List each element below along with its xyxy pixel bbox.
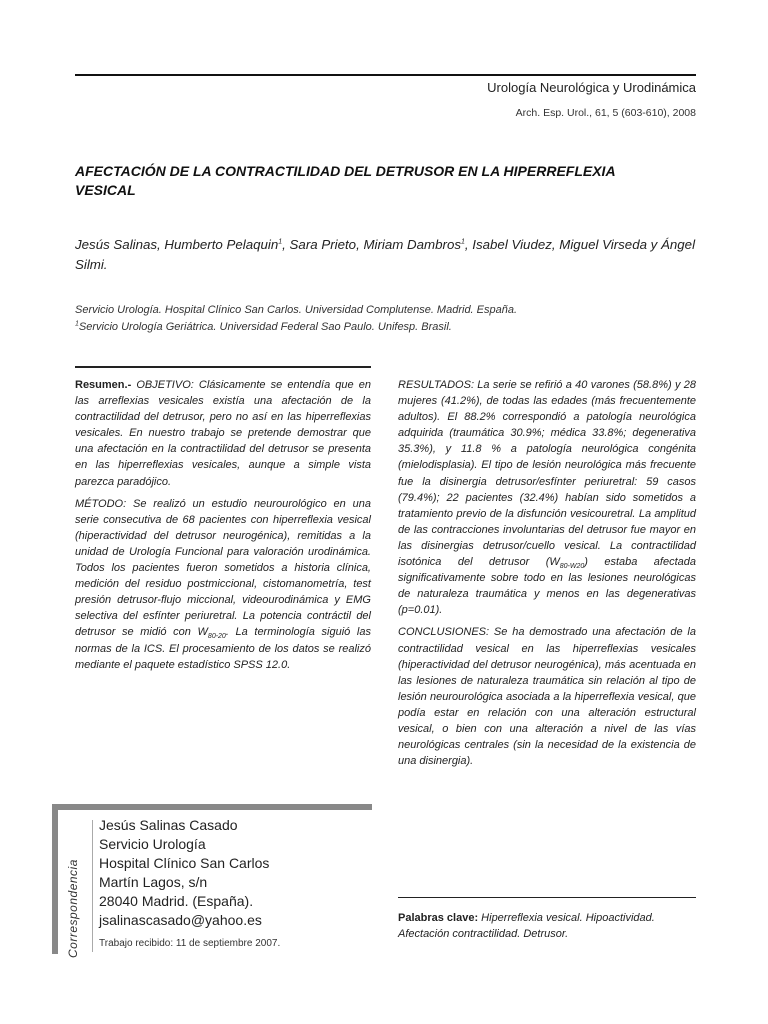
affiliation-line [75,319,700,336]
affiliation-marker: 1 [75,320,79,328]
corr-street: Martín Lagos, s/n [99,874,208,890]
metodo-text: MÉTODO: Se realizó un estudio neurourológico en una serie consecutiva de 68 pacientes con hiperreflexia vesical (hiperactividad del detrusor neurogénica), remitidas a la unidad de Urología Funcional para valoración urodinámica. Todos los pacientes fueron sometidos a historia clínica, medición del residuo postmiccional, cistomanometría, test presión detrusor-flujo miccional, videourodinámica y EMG selectiva del esfínter periuretral. La potencia contráctil del detrusor se midió con W [75,497,371,639]
metodo-subscript: 80-20 [207,633,226,641]
abstract-rule [75,366,371,368]
abstract-objetivo [75,377,371,490]
abstract-column-left [75,377,371,679]
authors-part-2: , Sara Prieto, Miriam Dambros [282,237,461,252]
resultados-text: RESULTADOS: La serie se refirió a 40 varones (58.8%) y 28 mujeres (41.2%), de todas las edades (más frecuentemente adultos). El 88.2% correspondió a patología neurológica adquirida (traumática 30.9%; médica 33.8%; degenerativa 35.3%), y 11.8 % a patología neurológica congénita (mielodisplasia). El tipo de lesión neurológica más frecuente fue la disinergia detrusor/esfínter periuretral: 59 casos (79.4%); 22 pacientes (32.4%) habían sido sometidos a tratamiento previo de la disfunción vesicouretral. La amplitud de las contracciones involuntarias del detrusor fue mayor en las disinergias detrusor/cuello vesical. La contractilidad isotónica del detrusor (W [398,379,696,569]
resumen-label: Resumen.- [75,379,132,391]
authors-part-3: , Isabel Viudez, Miguel Virseda y Ángel Silmi. [75,237,696,272]
abstract-conclusiones: CONCLUSIONES: Se ha demostrado una afectación de la contractilidad vesical en las hiperreflexias vesicales (hiperactividad del detrusor neurogénica), más acentuada en las lesiones de naturaleza traumática sin relación al tipo de lesión neurourológica asociada a la hiperreflexia vesical, que podía estar en relación con una alteración estructural vesical, o bien con una alteración a nivel de las vías neurológicas centrales (sin la necesidad de la existencia de una disinergia). [398,626,696,768]
corr-dept: Servicio Urología [99,836,206,852]
keywords [398,910,696,942]
correspondence-frame-top [52,804,372,810]
corr-name: Jesús Salinas Casado [99,817,238,833]
header-rule [75,74,696,76]
keywords-rule [398,897,696,898]
article-title: AFECTACIÓN DE LA CONTRACTILIDAD DEL DETRUSOR EN LA HIPERREFLEXIA VESICAL [75,163,616,198]
keywords-text: Hiperreflexia vesical. Hipoactividad. Afectación contractilidad. Detrusor. [398,912,655,940]
affiliation-marker: 1 [278,238,283,246]
corr-city: 28040 Madrid. (España). [99,893,254,909]
journal-section-name: Urología Neurológica y Urodinámica [487,80,696,95]
authors-part-1: Jesús Salinas, Humberto Pelaquin [75,237,279,252]
author-list [75,235,700,275]
received-date: Trabajo recibido: 11 de septiembre 2007. [99,938,281,949]
abstract-resultados [398,377,696,618]
affiliation-text: Servicio Urología Geriátrica. Universidad Federal Sao Paulo. Unifesp. Brasil. [78,321,452,333]
abstract-column-right [398,377,696,775]
keywords-label: Palabras clave: [398,912,479,924]
abstract-metodo [75,496,371,673]
affiliations [75,302,700,336]
correspondence-address [99,816,269,930]
corr-email[interactable]: jsalinascasado@yahoo.es [99,912,262,928]
resultados-text-cont: ) estaba afectada significativamente sobre todo en las lesiones neurológicas de naturaleza traumática y menos en las degenerativas (p=0.01). [398,556,696,617]
correspondence-divider [92,820,93,952]
affiliation-marker: 1 [461,238,465,246]
corr-hospital: Hospital Clínico San Carlos [99,855,270,871]
journal-citation: Arch. Esp. Urol., 61, 5 (603-610), 2008 [515,107,696,119]
correspondence-frame-left [52,804,58,954]
objetivo-text: OBJETIVO: Clásicamente se entendía que en las arreflexias vesicales existía una afectación de la contractilidad del detrusor, pero no así en las hiperreflexias vesicales. En nuestro trabajo se pretende demostrar que una afectación en la contractilidad del detrusor se presenta en las hiperreflexias vesicales, aunque a simple vista parezca paradójico. [75,379,371,488]
affiliation-line: Servicio Urología. Hospital Clínico San Carlos. Universidad Complutense. Madrid. España. [75,304,518,316]
correspondence-label: Correspondencia [66,859,80,958]
resultados-subscript: 80-W20 [559,563,585,571]
metodo-text-cont: . La terminología siguió las normas de la ICS. El procesamiento de los datos se realizó mediante el paquete estadístico SPSS 12.0. [75,626,371,671]
